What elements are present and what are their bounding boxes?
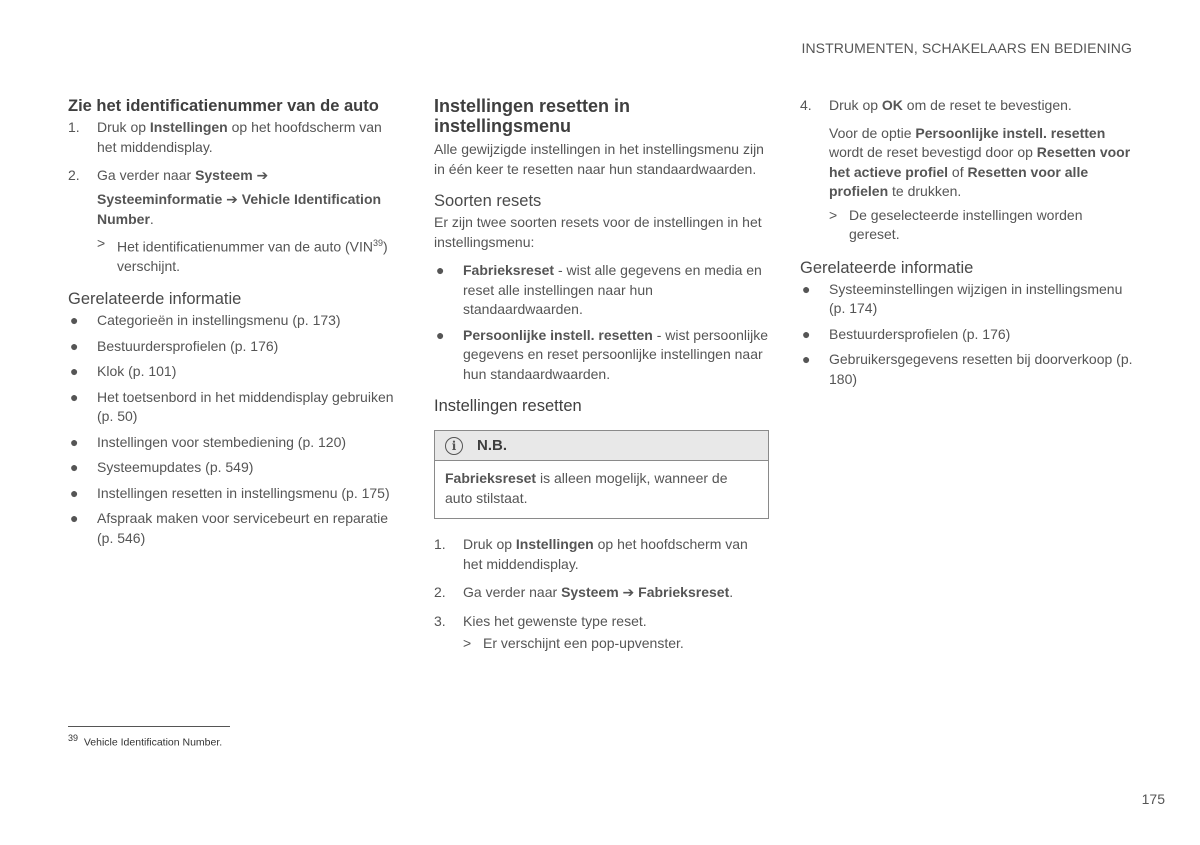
- reset-type-label: Persoonlijke instell. resetten: [463, 326, 653, 343]
- result-text: Er verschijnt een pop-upvenster.: [483, 635, 684, 651]
- related-item[interactable]: [68, 362, 403, 382]
- page-number: 175: [1141, 791, 1165, 807]
- button-label-ok: OK: [881, 97, 903, 113]
- step-text: of: [948, 163, 968, 180]
- step-text: Druk op: [97, 119, 150, 135]
- step-number: 2.: [68, 167, 80, 183]
- option-label: Resetten voor alle profielen: [829, 163, 1089, 199]
- step-text: .: [149, 211, 154, 227]
- step-text: Voor de optie: [829, 124, 916, 141]
- related-item[interactable]: [68, 458, 403, 478]
- step-1: [434, 535, 769, 574]
- step-text: Ga verder naar: [97, 167, 196, 183]
- reset-type-desc: - wist alle gegevens en media en reset alle instellingen naar hun standaardwaarden.: [463, 262, 762, 317]
- section-heading-reset: Instellingen resetten in instellingsmenu: [434, 96, 631, 136]
- menu-path-label: Systeem: [195, 167, 253, 183]
- step-result: [97, 234, 403, 277]
- bullet-icon: ●: [70, 484, 79, 501]
- sorts-heading: Soorten resets: [434, 192, 542, 210]
- step-text: Druk op: [463, 536, 516, 552]
- step-text: Druk op: [829, 97, 882, 113]
- related-item[interactable]: [68, 509, 403, 548]
- reset-type-item: [434, 326, 769, 385]
- step-text: Ga verder naar: [463, 584, 562, 600]
- result-marker: >: [829, 206, 838, 223]
- step-text: .: [729, 584, 734, 600]
- bullet-icon: ●: [436, 262, 445, 278]
- bullet-icon: ●: [70, 363, 79, 380]
- column-vin: [68, 96, 403, 548]
- bullet-icon: ●: [70, 337, 79, 354]
- step-number: 1.: [68, 119, 80, 135]
- bullet-icon: ●: [70, 312, 79, 329]
- sorts-intro: Er zijn twee soorten resets voor de instellingen in het instellingsmenu:: [434, 214, 762, 250]
- bullet-icon: ●: [436, 326, 445, 343]
- bullet-icon: ●: [802, 351, 811, 367]
- info-icon: i: [445, 437, 463, 455]
- footnote-divider: [68, 726, 230, 727]
- bullet-icon: ●: [70, 510, 79, 527]
- related-item-label: Bestuurdersprofielen (p. 176): [97, 337, 279, 354]
- step-2: [68, 166, 403, 276]
- footnote: [68, 733, 222, 749]
- note-box: [434, 430, 769, 519]
- section-heading-vin: Zie het identificatienummer van de auto: [68, 97, 379, 115]
- related-item-label: Het toetsenbord in het middendisplay gebruiken (p. 50): [97, 388, 394, 425]
- step-number: 1.: [434, 536, 446, 552]
- note-body: [435, 461, 768, 518]
- step-result: [463, 634, 769, 654]
- reset-type-item: [434, 261, 769, 320]
- related-item[interactable]: [68, 484, 403, 504]
- note-text: is alleen mogelijk, wanneer de auto stilstaat.: [445, 470, 728, 506]
- related-item[interactable]: [800, 325, 1135, 345]
- bullet-icon: ●: [802, 325, 811, 342]
- footnote-text: Vehicle Identification Number.: [83, 736, 223, 749]
- step-text: wordt de reset bevestigd door op: [829, 144, 1037, 160]
- step-number: 3.: [434, 612, 446, 629]
- page-header-title: INSTRUMENTEN, SCHAKELAARS EN BEDIENING: [801, 40, 1132, 56]
- result-marker: >: [463, 635, 472, 651]
- result-marker: >: [97, 234, 106, 251]
- footnote-number: 39: [68, 733, 79, 743]
- reset-type-label: Fabrieksreset: [463, 262, 555, 278]
- step-4-detail: [800, 124, 1135, 245]
- related-list: [800, 280, 1135, 390]
- related-item-label: Afspraak maken voor servicebeurt en reparatie (p. 546): [97, 510, 389, 546]
- option-label: Persoonlijke instell. resetten: [915, 124, 1106, 141]
- related-item-label: Instellingen voor stembediening (p. 120): [97, 433, 347, 450]
- related-item[interactable]: [68, 337, 403, 357]
- related-item-label: Klok (p. 101): [97, 363, 177, 380]
- related-item-label: Gebruikersgegevens resetten bij doorverkoop (p. 180): [829, 351, 1133, 387]
- arrow-right-icon: ➔: [256, 168, 269, 184]
- result-text: Het identificatienummer van de auto (VIN: [117, 238, 374, 255]
- bullet-icon: ●: [70, 433, 79, 450]
- related-item-label: Systeemupdates (p. 549): [97, 459, 254, 476]
- step-result: [829, 206, 1135, 245]
- related-heading: Gerelateerde informatie: [800, 258, 974, 277]
- related-item[interactable]: [68, 388, 403, 427]
- related-item-label: Systeeminstellingen wijzigen in instellingsmenu (p. 174): [829, 280, 1123, 316]
- step-3: [434, 612, 769, 654]
- step-1: [68, 118, 403, 157]
- menu-path-label: Systeeminformatie: [97, 190, 223, 207]
- reset-procedure-heading: Instellingen resetten: [434, 397, 582, 415]
- step-number: 2.: [434, 584, 446, 600]
- column-reset: [434, 96, 769, 654]
- note-bold-term: Fabrieksreset: [445, 470, 537, 486]
- menu-path-label: Systeem: [561, 584, 619, 600]
- arrow-right-icon: ➔: [622, 585, 635, 601]
- arrow-right-icon: ➔: [226, 191, 238, 208]
- step-text: op het hoofdscherm van het middendisplay.: [97, 119, 382, 155]
- column-confirm: [800, 96, 1135, 389]
- related-item[interactable]: [800, 350, 1135, 389]
- menu-path-label: Instellingen: [149, 119, 228, 135]
- menu-path-label: Fabrieksreset: [638, 584, 730, 600]
- menu-path-label: Vehicle Identification Number: [97, 190, 382, 227]
- related-item[interactable]: [800, 280, 1135, 319]
- note-title: N.B.: [477, 437, 507, 454]
- step-text: op het hoofdscherm van het middendisplay.: [463, 536, 748, 572]
- related-item-label: Bestuurdersprofielen (p. 176): [829, 325, 1011, 342]
- related-heading: Gerelateerde informatie: [68, 290, 242, 309]
- option-label: Resetten voor het actieve profiel: [829, 144, 1131, 180]
- reset-type-desc: - wist persoonlijke gegevens en reset persoonlijke instellingen naar hun standaardwaarden.: [463, 326, 769, 382]
- note-header: [435, 431, 768, 461]
- related-item[interactable]: [68, 433, 403, 453]
- step-2: [434, 583, 769, 604]
- step-text: om de reset te bevestigen.: [902, 97, 1072, 113]
- related-list: [68, 311, 403, 548]
- footnote-ref: 39: [373, 237, 384, 248]
- step-text: te drukken.: [888, 183, 962, 199]
- intro-text: Alle gewijzigde instellingen in het instellingsmenu zijn in één keer te resetten naar hun standaardwaarden.: [434, 141, 764, 177]
- result-text: ) verschijnt.: [117, 238, 388, 274]
- related-item-label: Categorieën in instellingsmenu (p. 173): [97, 312, 341, 329]
- result-text: De geselecteerde instellingen worden gereset.: [849, 206, 1083, 242]
- step-number: 4.: [800, 97, 812, 113]
- step-4: [800, 96, 1135, 116]
- bullet-icon: ●: [70, 388, 79, 405]
- menu-path-label: Instellingen: [515, 536, 594, 552]
- related-item-label: Instellingen resetten in instellingsmenu (p. 175): [97, 484, 390, 501]
- step-text: Kies het gewenste type reset.: [463, 612, 647, 629]
- bullet-icon: ●: [802, 280, 811, 297]
- related-item[interactable]: [68, 311, 403, 331]
- bullet-icon: ●: [70, 459, 79, 476]
